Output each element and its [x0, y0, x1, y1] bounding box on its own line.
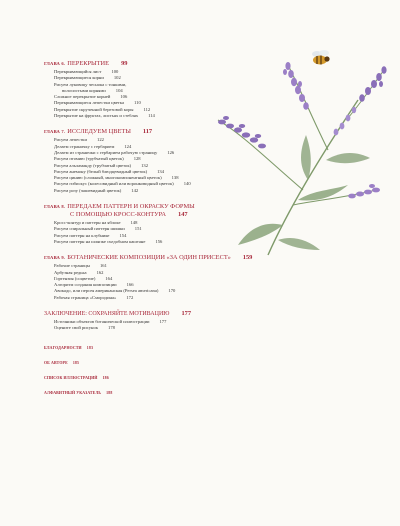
toc-entry[interactable]: Делаем из странички с гербарием рабочую страницу 126 [54, 149, 175, 155]
chapter-title-continued: С ПОМОЩЬЮ КРОСС-КОНТУРА 147 [70, 211, 188, 219]
chapter-number: ГЛАВА 9. [44, 255, 66, 261]
chapter-title: БОТАНИЧЕСКИЕ КОМПОЗИЦИИ «ЗА ОДИН ПРИСЕСТ» [67, 254, 231, 262]
chapter-page: 159 [242, 254, 253, 262]
conclusion-items [44, 319, 294, 332]
back-matter-illustrations-list[interactable]: СПИСОК ИЛЛЮСТРАЦИЙ 186 [44, 375, 109, 380]
toc-entry[interactable]: Источники объектов ботанической иллюстрации 177 [54, 319, 167, 325]
toc-entry[interactable]: Делаем страничку с гербарием 124 [54, 143, 132, 149]
toc-entry[interactable]: Перекрывающийся лист 100 [54, 69, 119, 74]
chapter-number: ГЛАВА 8. [44, 204, 66, 210]
toc-entry[interactable]: Алгоритм создания композиции 166 [54, 282, 134, 288]
toc-entry[interactable]: Рабочая страница «Смородина» 172 [54, 294, 134, 300]
toc-entry[interactable]: Кросс-контур и паттерн на яблоке 148 [54, 220, 138, 226]
toc-entry[interactable]: Рисуем цинию (сложный, многокомпонентный цветок) 138 [54, 175, 179, 181]
chapter-number: ГЛАВА 7. [44, 129, 66, 135]
toc-entry[interactable]: Рисуем гибискус (колесовидный или воронковидный цветок) 140 [54, 181, 191, 187]
back-matter-about-author[interactable]: ОБ АВТОРЕ 185 [44, 360, 80, 365]
toc-entry[interactable]: Рисуем спиральный паттерн шишки 151 [54, 226, 142, 232]
toc-entry[interactable]: волосистыми корнями 104 [62, 87, 123, 93]
chapter-number: ГЛАВА 6. [44, 61, 66, 66]
back-matter-index[interactable]: АЛФАВИТНЫЙ УКАЗАТЕЛЬ 188 [44, 390, 113, 395]
toc-entry[interactable]: Авокадо, или персея американская (Persea americana) 170 [54, 288, 176, 294]
back-matter-acknowledgements[interactable]: БЛАГОДАРНОСТИ 183 [44, 345, 94, 350]
toc-entry[interactable]: Арбузная редька 162 [54, 269, 104, 275]
toc-entry[interactable]: Рисуем анемону (белый блюдцевидный цветок) 134 [54, 168, 164, 174]
toc-entry[interactable]: Сложное перекрытие корней 106 [54, 94, 128, 100]
chapter-items [44, 263, 294, 301]
toc-entry[interactable]: Рисуем лепестки 122 [54, 137, 104, 143]
toc-entry[interactable]: Рисуем луковицу чеснока с тонкими, [54, 81, 127, 87]
toc-entry[interactable]: Рисуем альламанду (трубчатый цветок) 132 [54, 162, 148, 168]
toc-entry[interactable]: Рисуем розу (чашевидный цветок) 142 [54, 187, 139, 193]
chapter-page: 99 [121, 60, 128, 67]
toc-conclusion [44, 310, 294, 332]
bee-icon [312, 50, 330, 65]
toc-entry[interactable]: Рисуем паттерн на клубнике 154 [54, 232, 127, 238]
toc-entry[interactable]: Перекрывающиеся лепестки цветка 110 [54, 100, 141, 106]
toc-entry[interactable]: Перекрывающиеся корни 102 [54, 75, 121, 81]
conclusion-heading[interactable] [44, 310, 294, 318]
chapter-page: 147 [178, 211, 188, 219]
lavender-illustration [208, 40, 390, 260]
toc-entry[interactable]: Перекрытие на фруктах, листьях и стеблях 114 [54, 113, 155, 119]
toc-entry[interactable]: Оцените свой рисунок 178 [54, 325, 115, 331]
toc-entry[interactable]: Гортензия (соцветие) 164 [54, 275, 113, 281]
toc-back-matter [44, 346, 294, 396]
toc-entry[interactable]: Рисуем птомию (трубчатый цветок) 128 [54, 156, 141, 162]
conclusion-page: 177 [181, 310, 192, 318]
chapter-title: ИССЛЕДУЕМ ЦВЕТЫ [67, 128, 131, 136]
lavender-sprig-icon [218, 62, 387, 255]
chapter-title: ПЕРЕКРЫТИЕ [67, 60, 110, 67]
chapter-title: ПЕРЕДАЕМ ПАТТЕРН И ОКРАСКУ ФОРМЫ [67, 203, 195, 211]
chapter-page: 117 [142, 128, 153, 136]
toc-entry[interactable]: Перекрытие скрученной березовой коры 112 [54, 106, 151, 112]
toc-entry[interactable]: Рабочие страницы 161 [54, 263, 107, 269]
toc-entry[interactable]: Рисуем паттерн на шляпке съедобном каштане 156 [54, 238, 163, 244]
conclusion-title: ЗАКЛЮЧЕНИЕ: СОХРАНЯЙТЕ МОТИВАЦИЮ [44, 311, 170, 318]
toc-chapter-9 [44, 254, 294, 301]
